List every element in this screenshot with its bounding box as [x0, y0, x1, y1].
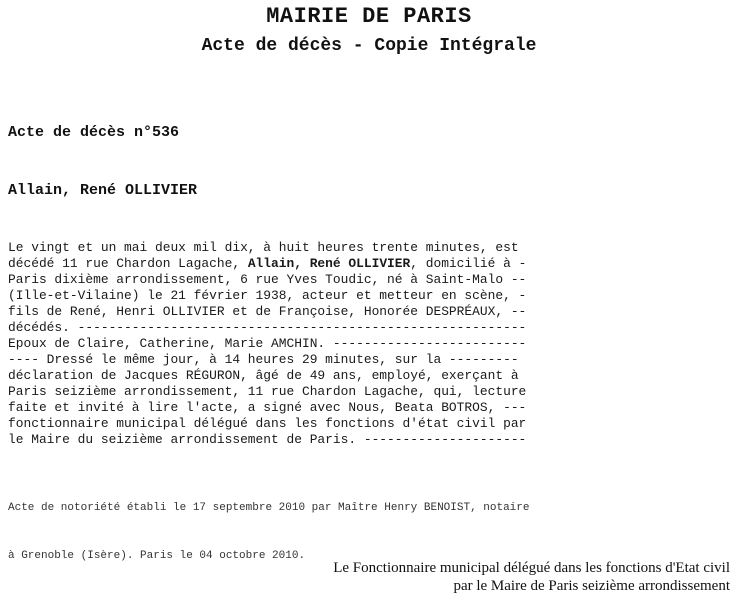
act-body-segment: fonctionnaire municipal délégué dans les fonctions d'état civil par	[8, 416, 527, 431]
deceased-name-inline: Allain, René OLLIVIER	[247, 256, 411, 271]
act-body-segment: ---- Dressé le même jour, à 14 heures 29 minutes, sur la ---------	[8, 352, 519, 367]
act-body-segment: Epoux de Claire, Catherine, Marie AMCHIN. -------------------------	[8, 336, 527, 351]
act-body-line	[8, 368, 526, 384]
act-body-text	[8, 240, 526, 448]
act-body-line	[8, 288, 526, 304]
signature-line: par le Maire de Paris seizième arrondissement	[453, 578, 730, 594]
act-number-heading: Acte de décès n°536	[8, 124, 180, 141]
act-body-line	[8, 352, 526, 368]
act-body-segment: Paris seizième arrondissement, 11 rue Chardon Lagache, qui, lecture	[8, 384, 527, 399]
deceased-name-heading: Allain, René OLLIVIER	[8, 182, 198, 199]
act-body-line	[8, 240, 526, 256]
page-title: MAIRIE DE PARIS	[266, 4, 472, 29]
act-body-segment: (Ille-et-Vilaine) le 21 février 1938, acteur et metteur en scène, -	[8, 288, 527, 303]
act-body-line	[8, 400, 526, 416]
act-body-segment: décédé 11 rue Chardon Lagache,	[8, 256, 248, 271]
act-body-line	[8, 320, 526, 336]
act-body-segment: Le vingt et un mai deux mil dix, à huit heures trente minutes, est	[8, 240, 519, 255]
act-body-segment: décédés. ----------------------------------------------------------	[8, 320, 527, 335]
act-body-segment: , domicilié à -	[410, 256, 527, 271]
act-body-line	[8, 384, 526, 400]
signature-block	[333, 559, 730, 595]
act-body-segment: faite et invité à lire l'acte, a signé avec Nous, Beata BOTROS, ---	[8, 400, 527, 415]
signature-line: Le Fonctionnaire municipal délégué dans les fonctions d'Etat civil	[333, 560, 730, 576]
act-body-line	[8, 336, 526, 352]
act-body-line	[8, 304, 526, 320]
notice-line: Acte de notoriété établi le 17 septembre 2010 par Maître Henry BENOIST, notaire	[8, 502, 530, 514]
notice-line: à Grenoble (Isère). Paris le 04 octobre 2010.	[8, 550, 306, 562]
act-body-segment: le Maire du seizième arrondissement de Paris. ---------------------	[8, 432, 527, 447]
act-body-segment: fils de René, Henri OLLIVIER et de Françoise, Honorée DESPRÉAUX, --	[8, 304, 527, 319]
act-body-segment: Paris dixième arrondissement, 6 rue Yves Toudic, né à Saint-Malo --	[8, 272, 527, 287]
act-body-segment: déclaration de Jacques RÉGURON, âgé de 49 ans, employé, exerçant à	[8, 368, 519, 383]
act-body-line	[8, 272, 526, 288]
act-body-line	[8, 256, 526, 272]
act-body-line	[8, 432, 526, 448]
act-body-line	[8, 416, 526, 432]
page-subtitle: Acte de décès - Copie Intégrale	[201, 36, 537, 56]
